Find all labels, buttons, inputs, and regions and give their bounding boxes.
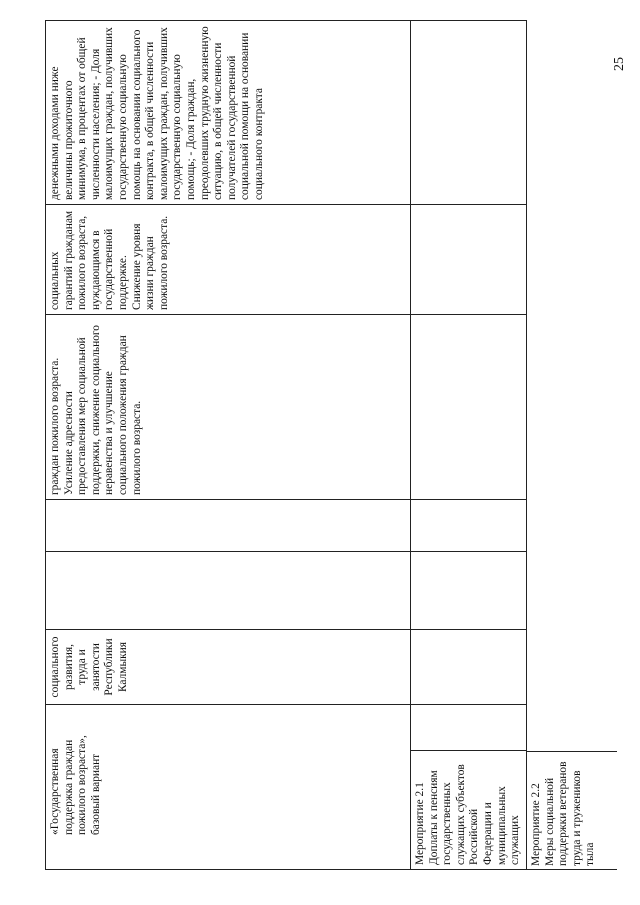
- events-empty-4: [411, 500, 527, 552]
- result-cell: [46, 205, 411, 315]
- executor-text: социального развития, труда и занятости Республики Калмыкия: [49, 636, 129, 698]
- result-text: социальных гарантий гражданам пожилого возраста, нуждающимся в государственной поддержке. Снижение уровня жизни граждан пожилого возраста.: [49, 210, 170, 310]
- events-empty-5: [411, 315, 527, 500]
- program-row: [45, 20, 411, 870]
- events-empty-6: [411, 205, 527, 315]
- event-2-2-left-border: [527, 869, 617, 870]
- events-cell: [411, 705, 527, 870]
- empty-cell-2: [46, 500, 411, 552]
- event-2-1: Мероприятие 2.1 Доплаты к пенсиям государственных служащих субъектов Российской Федерации и муниципальных служащих: [414, 764, 522, 865]
- program-name-cell: [46, 705, 411, 870]
- indicators-text: денежными доходами ниже величины прожиточного минимума, в процентах от общей численности населения; - Доля малоимущих граждан, получивших государственную социальную помощь на основании социального контракта, в общей численности малоимущих граждан, получивших государственную социальную помощь; - Доля граждан, преодолевших трудную жизненную ситуацию, в общей численности получателей государственной социальной помощи на основании социального контракта: [49, 26, 265, 200]
- program-table: [45, 20, 597, 870]
- events-empty-2: [411, 630, 527, 705]
- executor-cell: [46, 630, 411, 705]
- events-empty-7: [411, 20, 527, 205]
- goal-text: граждан пожилого возраста. Усиление адресности предоставления мер социальной поддержки, снижение социального неравенства и улучшение социального положения граждан пожилого возраста.: [49, 325, 143, 495]
- empty-cell-1: [46, 552, 411, 630]
- event-2-2: Мероприятие 2.2 Меры социальной поддержки ветеранов труда и тружеников тыла: [530, 761, 597, 866]
- events-divider: [411, 750, 527, 751]
- page-number: 25: [612, 57, 627, 71]
- program-name: «Государственная поддержка граждан пожилого возраста», базовый вариант: [49, 735, 102, 835]
- goal-cell: [46, 315, 411, 500]
- event-2-2-block: [520, 0, 640, 850]
- indicators-cell: [46, 20, 411, 205]
- events-row: [410, 20, 527, 870]
- events-empty-3: [411, 552, 527, 630]
